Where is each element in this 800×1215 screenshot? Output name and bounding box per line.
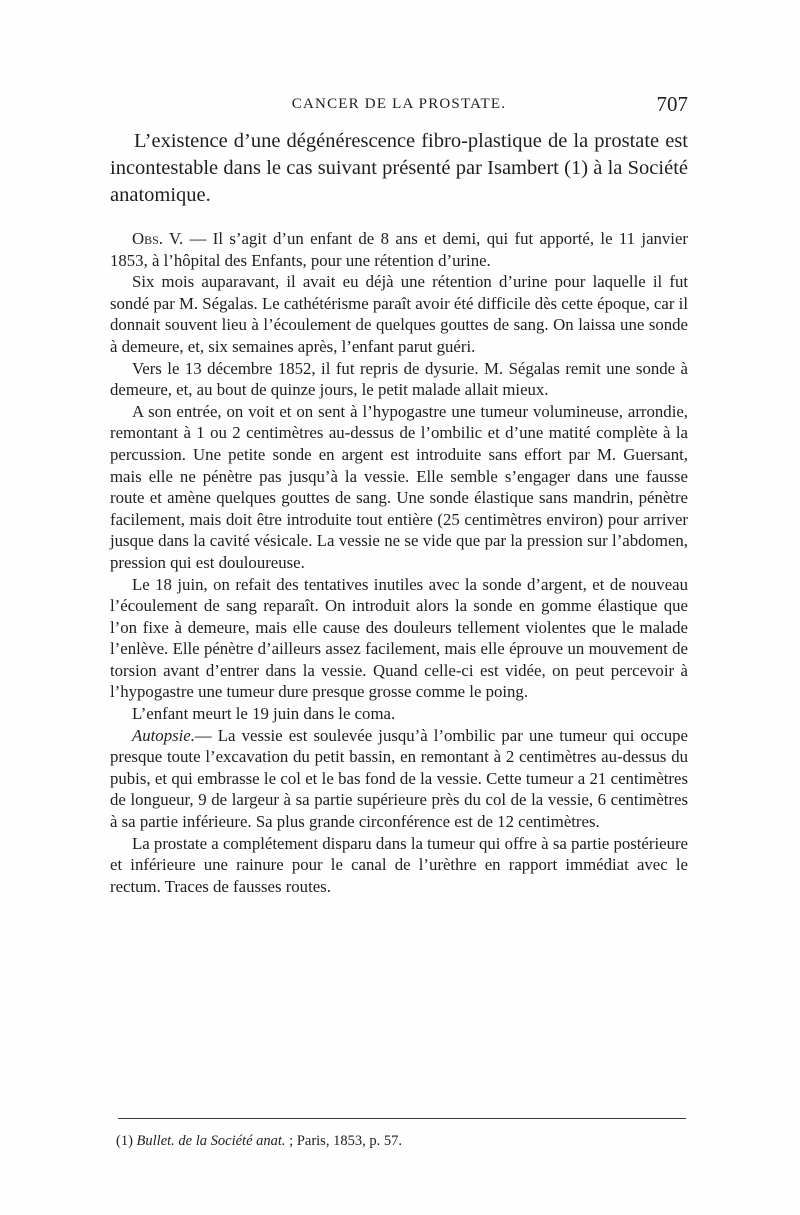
autopsy-paragraph-1 <box>110 725 688 833</box>
footnote <box>116 1132 686 1150</box>
observation-paragraph-1 <box>110 228 688 271</box>
observation-paragraph-2: Six mois auparavant, il avait eu déjà une rétention d’urine pour laquelle il fut sondé par M. Ségalas. Le cathétérisme paraît avoir été difficile dès cette époque, car il donnait souvent lieu à l’écoulement de quelques gouttes de sang. On laissa une sonde à demeure, et, six semaines après, l’enfant parut guéri. <box>110 272 688 356</box>
footnote-divider <box>118 1118 686 1119</box>
observation-label: Obs. V. <box>132 229 184 248</box>
observation-body <box>110 228 688 897</box>
observation-paragraph-3: Vers le 13 décembre 1852, il fut repris de dysurie. M. Ségalas remit une sonde à demeure, et, au bout de quinze jours, le petit malade allait mieux. <box>110 358 688 400</box>
autopsy-label: Autopsie. <box>132 725 195 745</box>
observation-paragraph-6: L’enfant meurt le 19 juin dans le coma. <box>132 704 396 724</box>
autopsy-paragraph-2: La prostate a complétement disparu dans la tumeur qui offre à sa partie postérieure et inférieure une rainure pour le canal de l’urèthre en rapport immédiat avec le rectum. Traces de fausses routes. <box>110 833 688 896</box>
observation-paragraph-5: Le 18 juin, on refait des tentatives inutiles avec la sonde d’argent, et de nouveau l’écoulement de sang reparaît. On introduit alors la sonde en gomme élastique que l’on fixe à demeure, mais elle cause des douleurs tellement violentes que le malade l’enlève. Elle pénètre d’ailleurs assez facilement, mais elle éprouve un mouvement de torsion avant d’entrer dans la vessie. Quand celle-ci est vidée, on peut percevoir à l’hypogastre une tumeur dure presque grosse comme le poing. <box>110 574 688 702</box>
footnote-source-title: Bullet. de la Société anat. <box>136 1133 286 1149</box>
footnote-source-details: ; Paris, 1853, p. 57. <box>285 1133 402 1149</box>
observation-paragraph-4: A son entrée, on voit et on sent à l’hypogastre une tumeur volumineuse, arrondie, remontant à 1 ou 2 centimètres au-dessus de l’ombilic et d’une matité complète à la percussion. Une petite sonde en argent est introduite sans effort par M. Guersant, mais elle ne pénètre pas jusqu’à la vessie. Elle semble s’engager dans une fausse route et amène quelques gouttes de sang. Une sonde élastique sans mandrin, pénètre facilement, mais doit être introduite tout entière (25 centimètres environ) pour arriver jusque dans la cavité vésicale. La vessie ne se vide que par la pression sur l’abdomen, pression qui est douloureuse. <box>110 401 688 572</box>
footnote-marker: (1) <box>116 1133 133 1149</box>
running-title: CANCER DE LA PROSTATE. <box>291 96 507 112</box>
observation-text-1: — Il s’agit d’un enfant de 8 ans et demi, qui fut apporté, le 11 janvier 1853, à l’hôpital des Enfants, pour une rétention d’urine. <box>110 229 689 270</box>
lead-paragraph: L’existence d’une dégénérescence fibro-plastique de la prostate est incontestable dans le cas suivant présenté par Isambert (1) à la Société anatomique. <box>110 130 688 206</box>
page-number: 707 <box>656 92 688 116</box>
running-header <box>110 92 688 120</box>
autopsy-text-1: — La vessie est soulevée jusqu’à l’ombilic par une tumeur qui occupe presque toute l’excavation du petit bassin, en remontant à 2 centimètres au-dessus du pubis, et qui embrasse le col et le bas fond de la vessie. Cette tumeur a 21 centimètres de longueur, 9 de largeur à sa partie supérieure près du col de la vessie, 6 centimètres à sa partie inférieure. Sa plus grande circonférence est de 12 centimètres. <box>110 725 688 832</box>
